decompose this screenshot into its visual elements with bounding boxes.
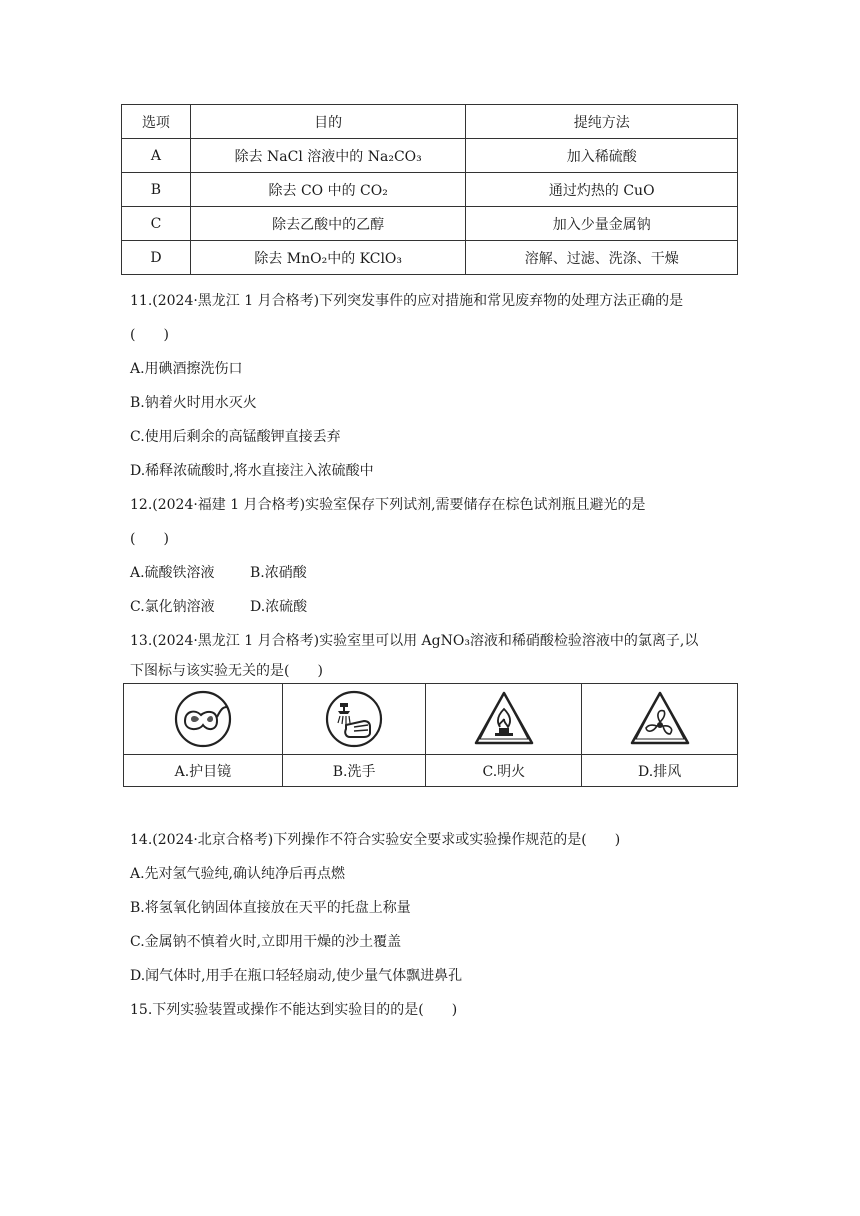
purification-table — [121, 104, 738, 275]
cell-purpose: 除去乙酸中的乙醇 — [190, 207, 466, 241]
cell-purpose: 除去 MnO₂中的 KClO₃ — [190, 241, 466, 275]
cell-method: 加入稀硫酸 — [466, 139, 738, 173]
icon-cell — [582, 684, 738, 755]
q11-option-b: B.钠着火时用水灭火 — [130, 395, 257, 411]
cell-purpose: 除去 NaCl 溶液中的 Na₂CO₃ — [190, 139, 466, 173]
q15-stem: 15.下列实验装置或操作不能达到实验目的的是( ) — [130, 1002, 458, 1018]
q12-row-2 — [130, 596, 308, 616]
icon-label-b: B.洗手 — [282, 755, 426, 787]
q12-blank: ( ) — [130, 531, 169, 547]
q14-option-b: B.将氢氧化钠固体直接放在天平的托盘上称量 — [130, 900, 411, 916]
safety-icons-table — [123, 683, 738, 787]
cell-method: 加入少量金属钠 — [466, 207, 738, 241]
q12-option-c: C.氯化钠溶液 — [130, 599, 215, 615]
icon-cell — [124, 684, 283, 755]
icon-label-d: D.排风 — [582, 755, 738, 787]
q11-option-c: C.使用后剩余的高锰酸钾直接丢弃 — [130, 429, 341, 445]
table-header-row — [122, 105, 738, 139]
cell-option: C — [122, 207, 191, 241]
ventilation-fan-icon — [628, 689, 692, 749]
q12-stem: 12.(2024·福建 1 月合格考)实验室保存下列试剂,需要储存在棕色试剂瓶且避光的是 — [130, 497, 646, 513]
header-method: 提纯方法 — [466, 105, 738, 139]
table-row — [122, 207, 738, 241]
icon-label-a: A.护目镜 — [124, 755, 283, 787]
q14-stem: 14.(2024·北京合格考)下列操作不符合实验安全要求或实验操作规范的是( ) — [130, 832, 621, 848]
q13-stem-line1: 13.(2024·黑龙江 1 月合格考)实验室里可以用 AgNO₃溶液和稀硝酸检验溶液中的氯离子,以 — [130, 633, 699, 649]
cell-option: A — [122, 139, 191, 173]
q11-option-d: D.稀释浓硫酸时,将水直接注入浓硫酸中 — [130, 463, 374, 479]
table-row — [122, 139, 738, 173]
q11-option-a: A.用碘酒擦洗伤口 — [130, 361, 243, 377]
icon-cell — [426, 684, 582, 755]
cell-method: 溶解、过滤、洗涤、干燥 — [466, 241, 738, 275]
table-row — [122, 241, 738, 275]
label-row — [124, 755, 738, 787]
icon-row — [124, 684, 738, 755]
q14-option-c: C.金属钠不慎着火时,立即用干燥的沙土覆盖 — [130, 934, 402, 950]
cell-method: 通过灼热的 CuO — [466, 173, 738, 207]
q14-option-d: D.闻气体时,用手在瓶口轻轻扇动,使少量气体飘进鼻孔 — [130, 968, 463, 984]
open-flame-icon — [472, 689, 536, 749]
q11-blank: ( ) — [130, 327, 169, 343]
cell-purpose: 除去 CO 中的 CO₂ — [190, 173, 466, 207]
header-option: 选项 — [122, 105, 191, 139]
q14-option-a: A.先对氢气验纯,确认纯净后再点燃 — [130, 866, 346, 882]
q11-stem: 11.(2024·黑龙江 1 月合格考)下列突发事件的应对措施和常见废弃物的处理方法正确的是 — [130, 293, 684, 309]
q12-row-1 — [130, 562, 307, 582]
icon-label-c: C.明火 — [426, 755, 582, 787]
q12-option-b: B.浓硝酸 — [250, 565, 307, 581]
icon-cell — [282, 684, 426, 755]
goggles-icon — [173, 689, 233, 749]
hand-wash-icon — [324, 689, 384, 749]
q12-option-d: D.浓硫酸 — [250, 599, 308, 615]
cell-option: B — [122, 173, 191, 207]
table-row — [122, 173, 738, 207]
q13-stem-line2: 下图标与该实验无关的是( ) — [130, 663, 323, 679]
cell-option: D — [122, 241, 191, 275]
header-purpose: 目的 — [190, 105, 466, 139]
q12-option-a: A.硫酸铁溶液 — [130, 565, 215, 581]
